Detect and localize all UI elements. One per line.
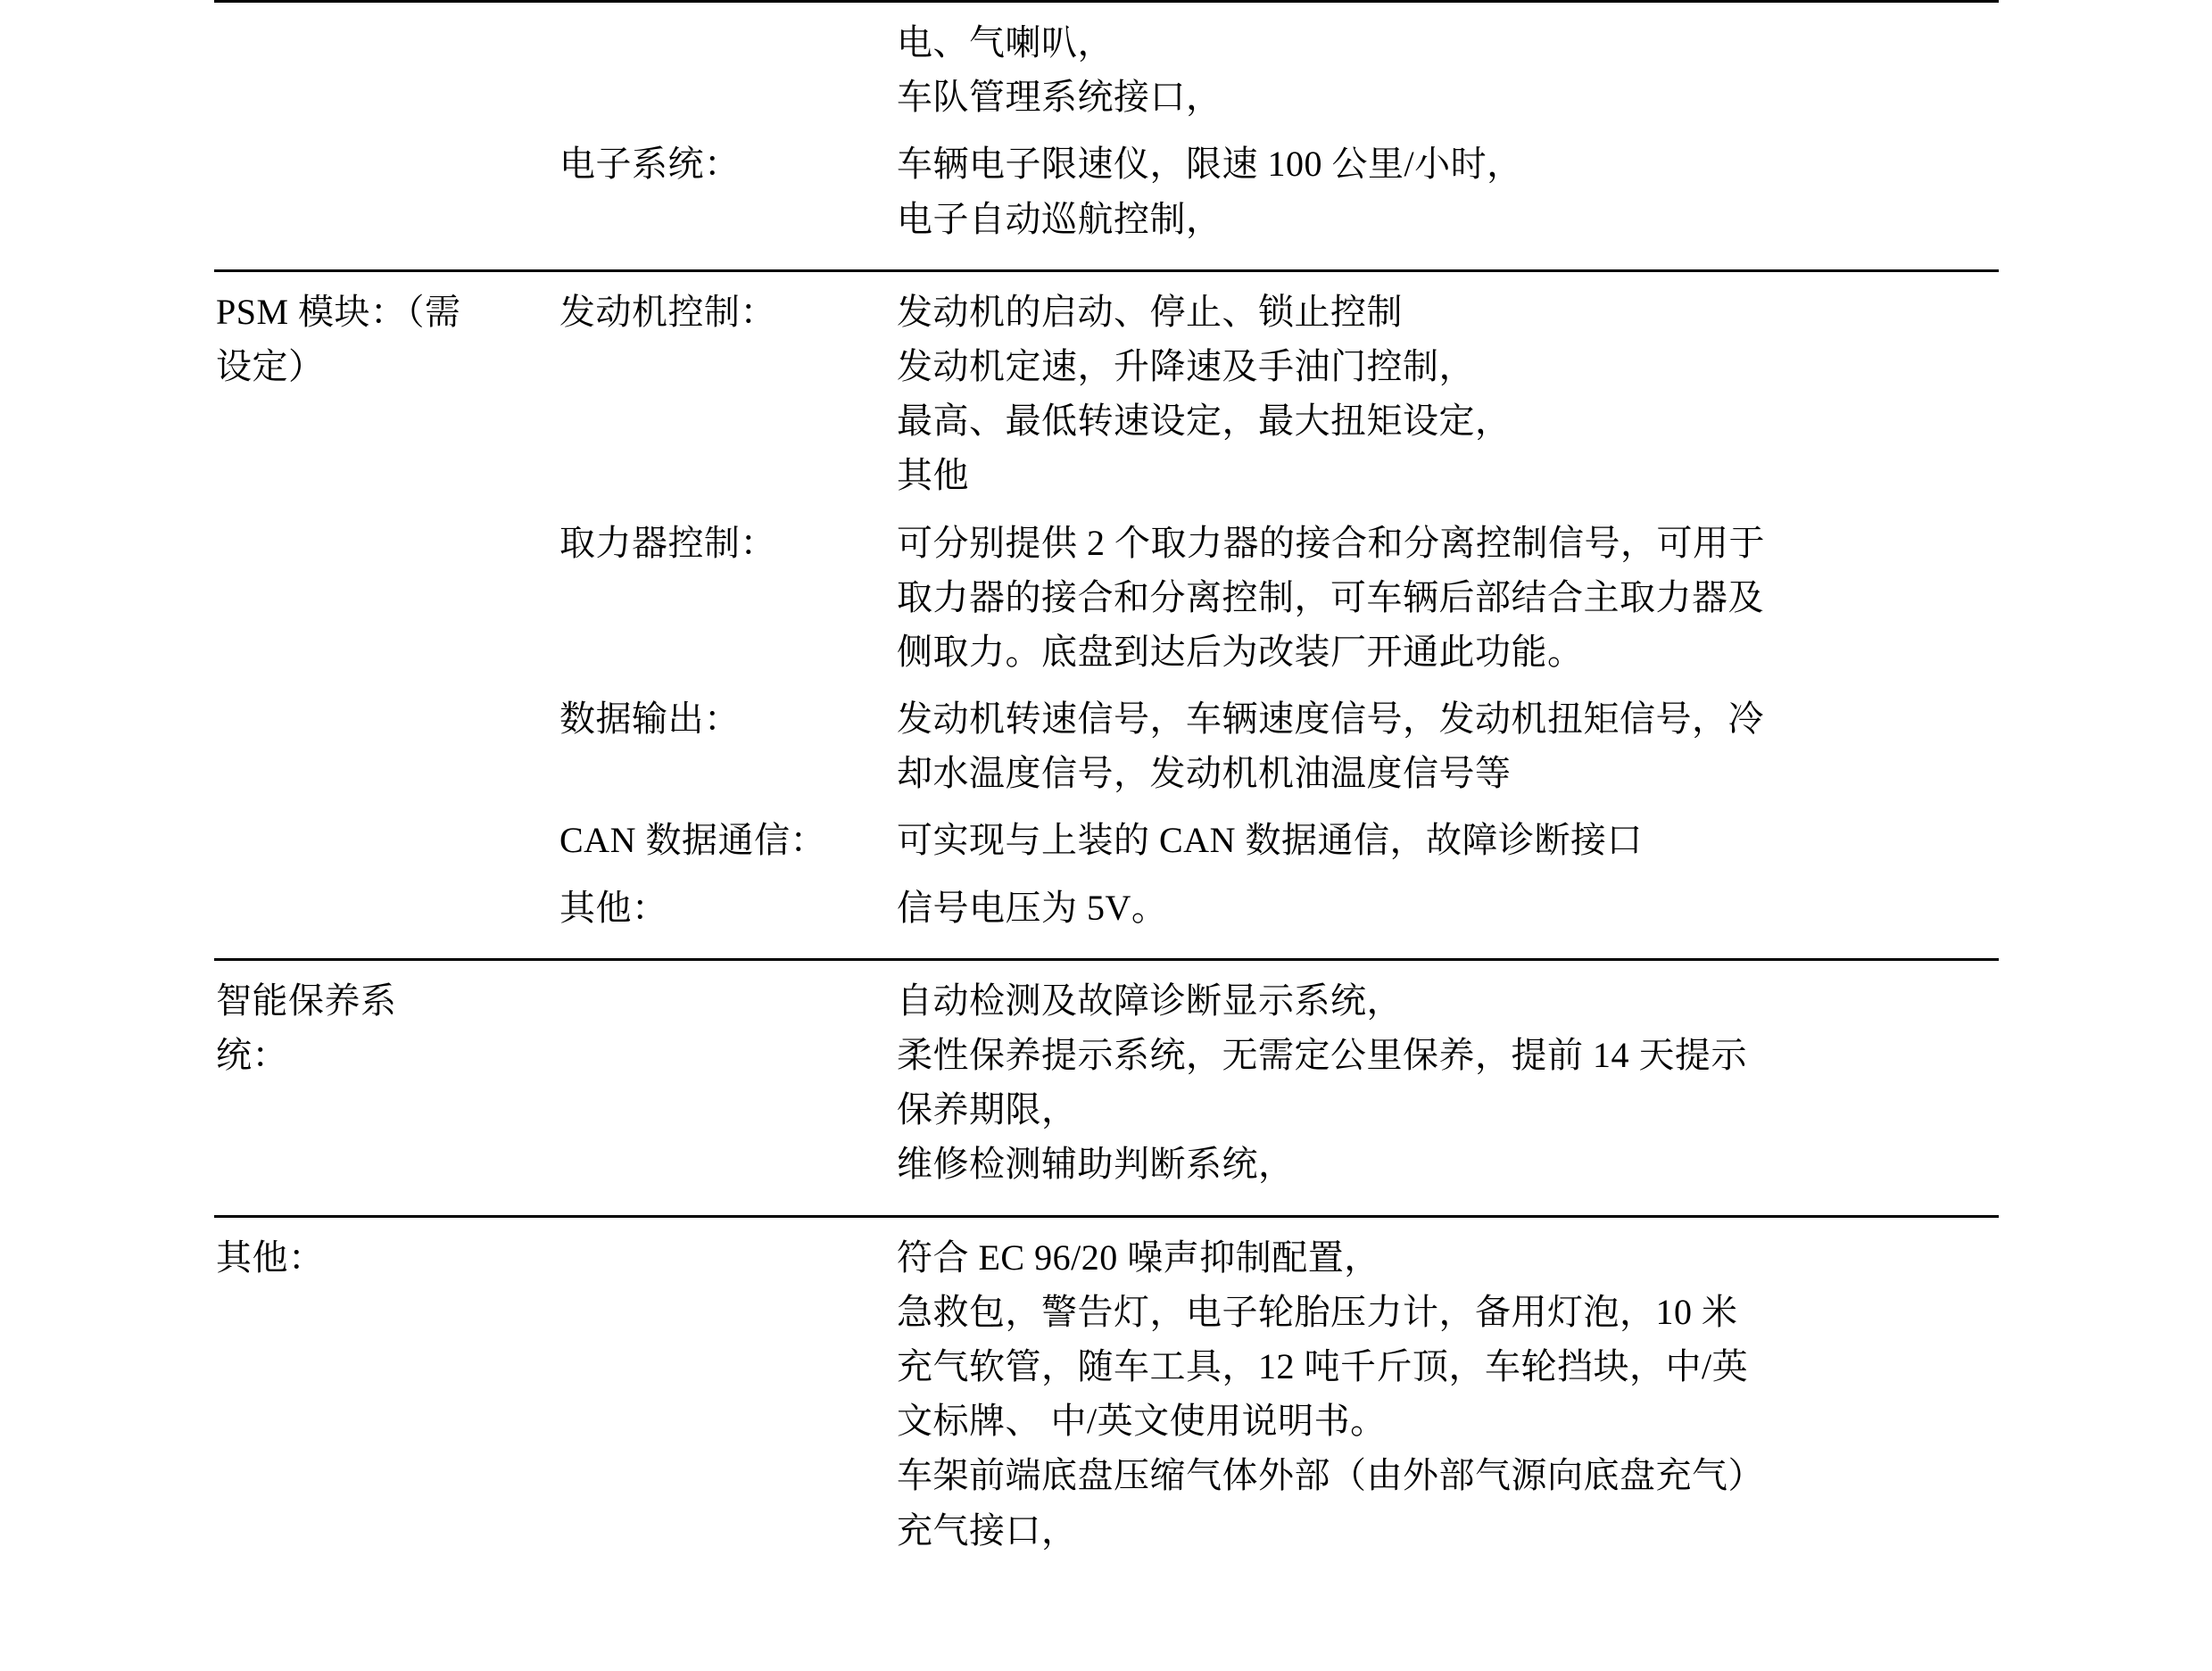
content-line: 其他 <box>897 455 969 496</box>
section-label-others <box>214 1216 558 1558</box>
row-content <box>888 1216 1999 1558</box>
section-label-spacer <box>214 679 558 800</box>
row-content <box>888 503 1999 680</box>
row-content <box>888 800 1999 867</box>
table-row <box>214 503 1999 680</box>
section-label <box>214 124 558 245</box>
gap-cell <box>888 246 1999 271</box>
content-line: 文标牌、 中/英文使用说明书。 <box>897 1401 1387 1442</box>
section-label-line: 智能保养系 <box>216 980 397 1021</box>
row-sublabel: 发动机控制： <box>558 270 888 502</box>
section-label-psm <box>214 270 558 502</box>
gap-cell <box>888 935 1999 960</box>
row-sublabel <box>558 2 888 125</box>
gap-cell <box>558 935 888 960</box>
content-line: 信号电压为 5V。 <box>897 887 1168 928</box>
row-content <box>888 124 1999 245</box>
content-text: 侧取力。底盘到达后为改装厂开通此功能。 <box>897 631 1584 672</box>
table-row <box>214 1216 1999 1558</box>
gap-cell <box>558 1192 888 1217</box>
content-line: 可分别提供 2 个取力器的接合和分离控制信号，可用于 <box>897 522 1765 563</box>
section-gap <box>214 935 1999 960</box>
section-label-line: PSM 模块：（需 <box>216 291 461 332</box>
row-sublabel: 电子系统： <box>559 144 741 185</box>
content-line: 电子自动巡航控制， <box>897 198 1222 239</box>
section-label-line: 统： <box>216 1035 288 1075</box>
content-line: 发动机转速信号，车辆速度信号，发动机扭矩信号，冷 <box>897 699 1764 740</box>
gap-cell <box>214 1192 558 1217</box>
content-line: 发动机定速，升降速及手油门控制， <box>897 345 1475 386</box>
row-sublabel <box>558 1216 888 1558</box>
content-line: 维修检测辅助判断系统， <box>897 1144 1295 1185</box>
content-line: 符合 EC 96/20 噪声抑制配置， <box>897 1237 1380 1278</box>
row-content <box>888 959 1999 1191</box>
section-label-maintenance <box>214 959 558 1191</box>
table-row <box>214 124 1999 245</box>
content-line: 急救包，警告灯，电子轮胎压力计，备用灯泡，10 米 <box>897 1291 1738 1332</box>
content-line: 充气接口， <box>897 1510 1078 1551</box>
row-content <box>888 2 1999 125</box>
section-gap <box>214 246 1999 271</box>
specification-table <box>214 0 1999 1558</box>
section-label-line: 其他： <box>216 1237 325 1278</box>
row-sublabel: CAN 数据通信： <box>559 820 826 861</box>
section-label-spacer <box>214 868 558 935</box>
section-label-spacer <box>214 800 558 867</box>
row-content <box>888 270 1999 502</box>
table-row <box>214 679 1999 800</box>
content-line: 却水温度信号，发动机机油温度信号等 <box>897 753 1512 794</box>
table-row <box>214 868 1999 935</box>
gap-cell <box>214 246 558 271</box>
section-label-spacer <box>214 503 558 680</box>
gap-cell <box>558 246 888 271</box>
table-row <box>214 959 1999 1191</box>
table-row <box>214 2 1999 125</box>
row-sublabel: 数据输出： <box>559 699 741 740</box>
table-row <box>214 800 1999 867</box>
section-gap <box>214 1192 1999 1217</box>
content-line: 可实现与上装的 CAN 数据通信，故障诊断接口 <box>897 820 1643 861</box>
content-line: 柔性保养提示系统，无需定公里保养，提前 14 天提示 <box>897 1035 1747 1075</box>
content-line: 自动检测及故障诊断显示系统， <box>897 980 1403 1021</box>
table-row <box>214 270 1999 502</box>
gap-cell <box>888 1192 1999 1217</box>
content-line: 取力器的接合和分离控制，可车辆后部结合主取力器及 <box>897 576 1764 617</box>
content-line: 车架前端底盘压缩气体外部（由外部气源向底盘充气） <box>897 1455 1764 1496</box>
row-sublabel: 其他： <box>559 887 668 928</box>
content-line: 充气软管，随车工具，12 吨千斤顶，车轮挡块，中/英 <box>897 1345 1749 1386</box>
content-line: 最高、最低转速设定，最大扭矩设定， <box>897 401 1512 442</box>
content-line: 发动机的启动、停止、锁止控制 <box>897 291 1403 332</box>
row-sublabel: 取力器控制： <box>559 522 776 563</box>
row-content <box>888 868 1999 935</box>
section-label-line: 设定） <box>216 345 325 386</box>
gap-cell <box>214 935 558 960</box>
content-line: 电、气喇叭， <box>897 22 1114 62</box>
content-line <box>897 625 1999 679</box>
content-line: 车辆电子限速仪，限速 100 公里/小时， <box>897 144 1523 185</box>
section-label <box>214 2 558 125</box>
content-line: 保养期限， <box>897 1089 1078 1130</box>
row-content <box>888 679 1999 800</box>
row-sublabel <box>558 959 888 1191</box>
content-line: 车队管理系统接口， <box>897 77 1222 118</box>
